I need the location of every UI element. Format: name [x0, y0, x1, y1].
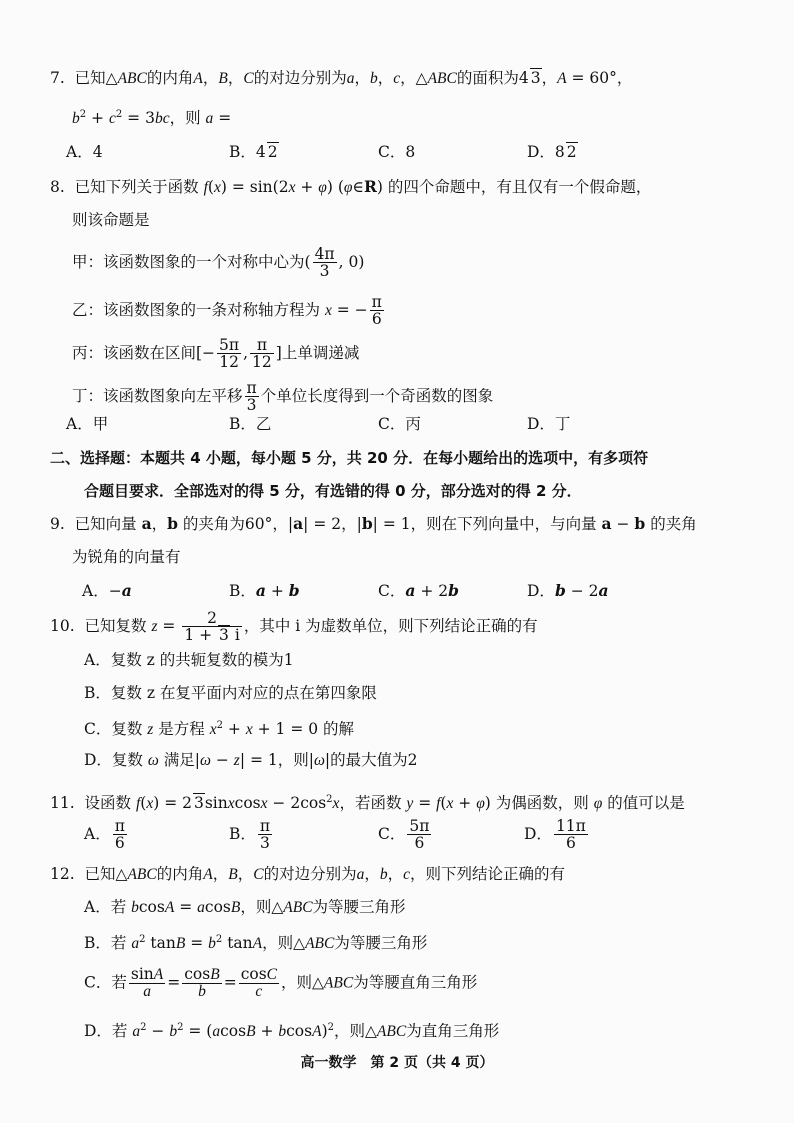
q9-option-a[interactable]: A．−a: [82, 581, 132, 600]
q11-option-c[interactable]: C． $\frac{5\pi}{6}$: [378, 817, 430, 853]
q8-statement-jia: 甲：该函数图象的一个对称中心为( $\frac{4\pi}{3}$ , 0): [72, 245, 365, 281]
q7-option-a[interactable]: A．4: [66, 143, 103, 161]
q12-option-d[interactable]: D．若 $a^2 - b^2 = (acosB + bcosA)^2$，则△ABC为直角三角形: [84, 1022, 500, 1041]
q10-option-c[interactable]: C．复数 z 是方程 $x^2 + x + 1 = 0$ 的解: [84, 720, 355, 739]
section2-instructions-line1: 二、选择题：本题共 4 小题，每小题 5 分，共 20 分．在每小题给出的选项中，有多项符: [50, 449, 649, 467]
q7-option-c[interactable]: C．8: [378, 143, 416, 161]
q12-option-c[interactable]: C．若 $\frac{\sin A}{a}$ = $\frac{\cos B}{b}$ = $\frac{\cos C}{c}$ ，则△ABC为等腰直角三角形: [84, 965, 478, 1001]
q12-stem: 12. 已知△ABC的内角A，B，C的对边分别为a，b，c，则下列结论正确的有: [50, 865, 566, 883]
q7-stem-line2: $b^2 + c^2 = 3bc$，则 a =: [72, 109, 232, 128]
q10-number: 10.: [50, 616, 75, 635]
q8-option-d[interactable]: D．丁: [527, 415, 571, 433]
q8-option-c[interactable]: C．丙: [378, 415, 421, 433]
q9-option-d[interactable]: D．b − 2a: [527, 581, 609, 600]
q12-number: 12.: [50, 865, 75, 883]
q7-option-b[interactable]: B．4 2: [229, 143, 278, 161]
q10-option-d[interactable]: D．复数 ω 满足|ω − z| = 1，则|ω|的最大值为2: [84, 751, 418, 769]
q7-number: 7.: [50, 69, 65, 87]
q10-stem: 10. 已知复数 z = $\frac{2}{1 + 3 i}$ ，其中 i 为虚数单位，则下列结论正确的有: [50, 609, 538, 645]
q9-stem-line1: 9. 已知向量 a，b 的夹角为60°，|a| = 2，|b| = 1，则在下列向量中，与向量 a − b 的夹角: [50, 514, 697, 533]
q9-option-c[interactable]: C．a + 2b: [378, 581, 459, 600]
q10-option-b[interactable]: B．复数 z 在复平面内对应的点在第四象限: [84, 684, 377, 702]
q11-option-d[interactable]: D． $\frac{11\pi}{6}$: [524, 817, 586, 853]
q12-option-a[interactable]: A．若 bcosA = acosB，则△ABC为等腰三角形: [84, 898, 406, 916]
q11-number: 11.: [50, 794, 75, 813]
q8-statement-yi: 乙：该函数图象的一条对称轴方程为 x = − $\frac{\pi}{6}$: [72, 293, 382, 329]
q8-number: 8.: [50, 178, 65, 196]
q7-option-d[interactable]: D．8 2: [527, 143, 577, 161]
q11-option-b[interactable]: B． $\frac{\pi}{3}$: [229, 817, 271, 853]
q9-number: 9.: [50, 515, 65, 533]
q9-stem-line2: 为锐角的向量有: [72, 548, 181, 566]
q11-stem: 11. 设函数 f(x) = 2 3sinxcosx − $2\cos^2x$，若函数 y = f(x + φ) 为偶函数，则 φ 的值可以是: [50, 794, 685, 813]
q8-statement-bing: 丙：该函数在区间[− $\frac{5\pi}{12}$ , $\frac{\pi}{12}$ ]上单调递减: [72, 336, 360, 372]
q7-stem-line1: 7. 已知△ABC的内角A，B，C的对边分别为a，b，c，△ABC的面积为4 3，A = 60°，: [50, 69, 633, 87]
q8-stem-line1: 8. 已知下列关于函数 f(x) = sin(2x + φ) (φ∈R) 的四个命题中，有且仅有一个假命题，: [50, 177, 652, 196]
page-footer: 高一数学 第 2 页（共 4 页）: [300, 1055, 494, 1071]
q8-option-a[interactable]: A．甲: [66, 415, 109, 433]
q9-option-b[interactable]: B．a + b: [229, 581, 300, 600]
q11-option-a[interactable]: A． $\frac{\pi}{6}$: [84, 817, 125, 853]
q8-stem-line2: 则该命题是: [72, 211, 150, 229]
q10-option-a[interactable]: A．复数 z 的共轭复数的模为1: [84, 651, 294, 669]
q8-statement-ding: 丁：该函数图象向左平移 $\frac{\pi}{3}$ 个单位长度得到一个奇函数的图象: [72, 379, 494, 415]
section2-instructions-line2: 合题目要求．全部选对的得 5 分，有选错的得 0 分，部分选对的得 2 分．: [84, 482, 582, 500]
q12-option-b[interactable]: B．若 $a^2$ $\tan B = b^2$ tanA，则△ABC为等腰三角形: [84, 934, 428, 953]
q8-option-b[interactable]: B．乙: [229, 415, 272, 433]
